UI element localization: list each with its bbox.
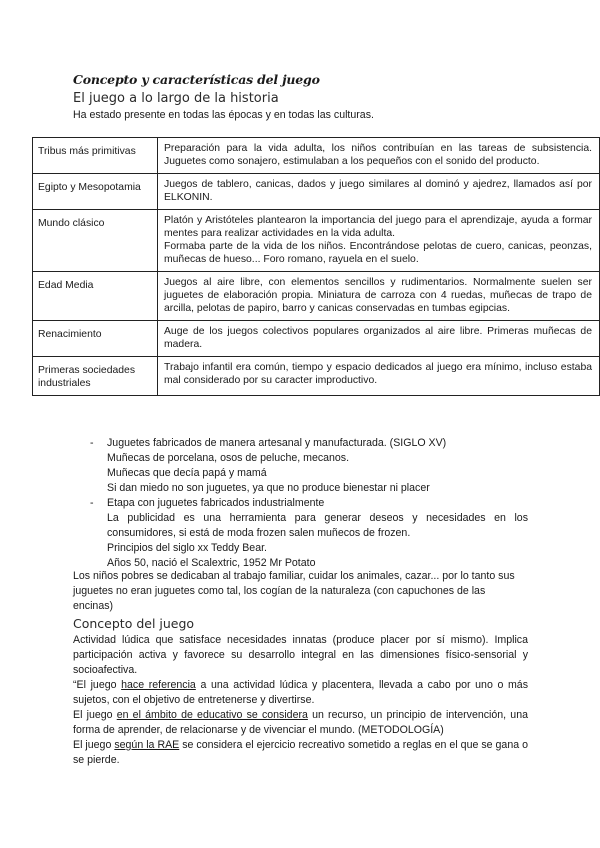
paragraph-definition: Actividad lúdica que satisface necesidades innatas (produce placer por sí mismo). Implica participación activa y favorece su desarrollo integral en las dimensiones físico-sensorial y socioafectiva. (73, 634, 528, 676)
underlined-phrase: hace referencia (121, 679, 196, 691)
era-cell: Primeras sociedades industriales (33, 357, 158, 396)
description-paragraph: Auge de los juegos colectivos populares organizados al aire libre. Primeras muñecas de madera. (164, 326, 592, 350)
underlined-phrase: según la RAE (114, 739, 180, 751)
paragraph-poor-children: Los niños pobres se dedicaban al trabajo familiar, cuidar los animales, cazar... por lo tanto sus juguetes no eran juguetes como tal, los cogían de la naturaleza (con capuchones de las encinas) (73, 570, 515, 612)
description-cell (158, 321, 600, 357)
list-subline: La publicidad es una herramienta para generar deseos y necesidades en los consumidores, si está de moda frozen salen muñecos de frozen. (107, 512, 528, 539)
description-paragraph: Formaba parte de la vida de los niños. Encontrándose pelotas de cuero, canicas, peonzas, muñecas de hueso... Foro romano, rayuela en el suelo. (164, 241, 592, 265)
list-subline: Muñecas que decía papá y mamá (107, 467, 267, 479)
list-subline: Años 50, nació el Scalextric, 1952 Mr Potato (107, 557, 316, 569)
era-cell: Edad Media (33, 272, 158, 321)
description-paragraph: Platón y Aristóteles plantearon la importancia del juego para el aprendizaje, ayuda a formar mentes para realizar actividades en la vida adulta. (164, 215, 592, 239)
description-cell (158, 210, 600, 272)
description-paragraph: Trabajo infantil era común, tiempo y espacio dedicados al juego era mínimo, incluso estaba mal considerado por su caracter improductivo. (164, 362, 592, 386)
rae-rest: se considera el ejercicio recreativo sometido a reglas en el que se gana o se pierde. (73, 739, 528, 766)
underlined-phrase: en el ámbito de educativo se considera (116, 709, 308, 721)
section-heading-history: El juego a lo largo de la historia (73, 91, 279, 106)
body-text (73, 569, 528, 768)
description-cell (158, 357, 600, 396)
table-row (33, 357, 600, 396)
list-item (73, 496, 528, 511)
list-item-text: Etapa con juguetes fabricados industrialmente (107, 497, 325, 509)
description-paragraph: Juegos al aire libre, con elementos sencillos y rudimentarios. Normalmente suelen ser juguetes de elaboración propia. Miniatura de carroza con 4 ruedas, muñecas de trapo de arcilla, pelotas de papiro, barro y canicas conservadas en tumbas egipcias. (164, 277, 592, 314)
document-title: Concepto y características del juego (73, 72, 320, 87)
description-cell (158, 272, 600, 321)
intro-text: Ha estado presente en todas las épocas y en todas las culturas. (73, 109, 374, 121)
list-subline: Si dan miedo no son juguetes, ya que no produce bienestar ni placer (107, 482, 430, 494)
table-row (33, 321, 600, 357)
quote-rest: a una actividad lúdica y placentera, llevada a cabo por uno o más sujetos, con el objetivo de entretenerse y divertirse. (73, 679, 528, 706)
paragraph-quote (73, 678, 528, 708)
description-cell (158, 138, 600, 174)
bullet-dash: - (90, 437, 94, 449)
era-cell: Renacimiento (33, 321, 158, 357)
paragraph-education (73, 708, 528, 738)
rae-lead: El juego (73, 739, 112, 751)
quote-lead: “El juego (73, 679, 117, 691)
list-subline: Principios del siglo xx Teddy Bear. (107, 542, 267, 554)
table-row (33, 174, 600, 210)
education-rest: un recurso, un principio de intervención, una forma de aprender, de relacionarse y de vivenciar el mundo. (METODOLOGÍA) (73, 709, 528, 736)
paragraph-rae (73, 738, 528, 768)
table-row (33, 210, 600, 272)
list-subline: Muñecas de porcelana, osos de peluche, mecanos. (107, 452, 350, 464)
era-cell: Tribus más primitivas (33, 138, 158, 174)
description-cell (158, 174, 600, 210)
table-row (33, 272, 600, 321)
bullet-dash: - (90, 497, 94, 509)
list-item-text: Juguetes fabricados de manera artesanal y manufacturada. (SIGLO XV) (107, 437, 447, 449)
section-heading-concept: Concepto del juego (73, 616, 195, 631)
history-table (32, 137, 600, 396)
description-paragraph: Preparación para la vida adulta, los niños contribuían en las tareas de subsistencia. Juguetes como sonajero, estimulaban a los pequeños con el sonido del producto. (164, 143, 592, 167)
list-item (73, 436, 528, 451)
education-lead: El juego (73, 709, 113, 721)
description-paragraph: Juegos de tablero, canicas, dados y juego similares al dominó y ajedrez, llamados así por ELKONIN. (164, 179, 592, 203)
toy-history-list (73, 436, 528, 571)
era-cell: Mundo clásico (33, 210, 158, 272)
table-row (33, 138, 600, 174)
era-cell: Egipto y Mesopotamia (33, 174, 158, 210)
